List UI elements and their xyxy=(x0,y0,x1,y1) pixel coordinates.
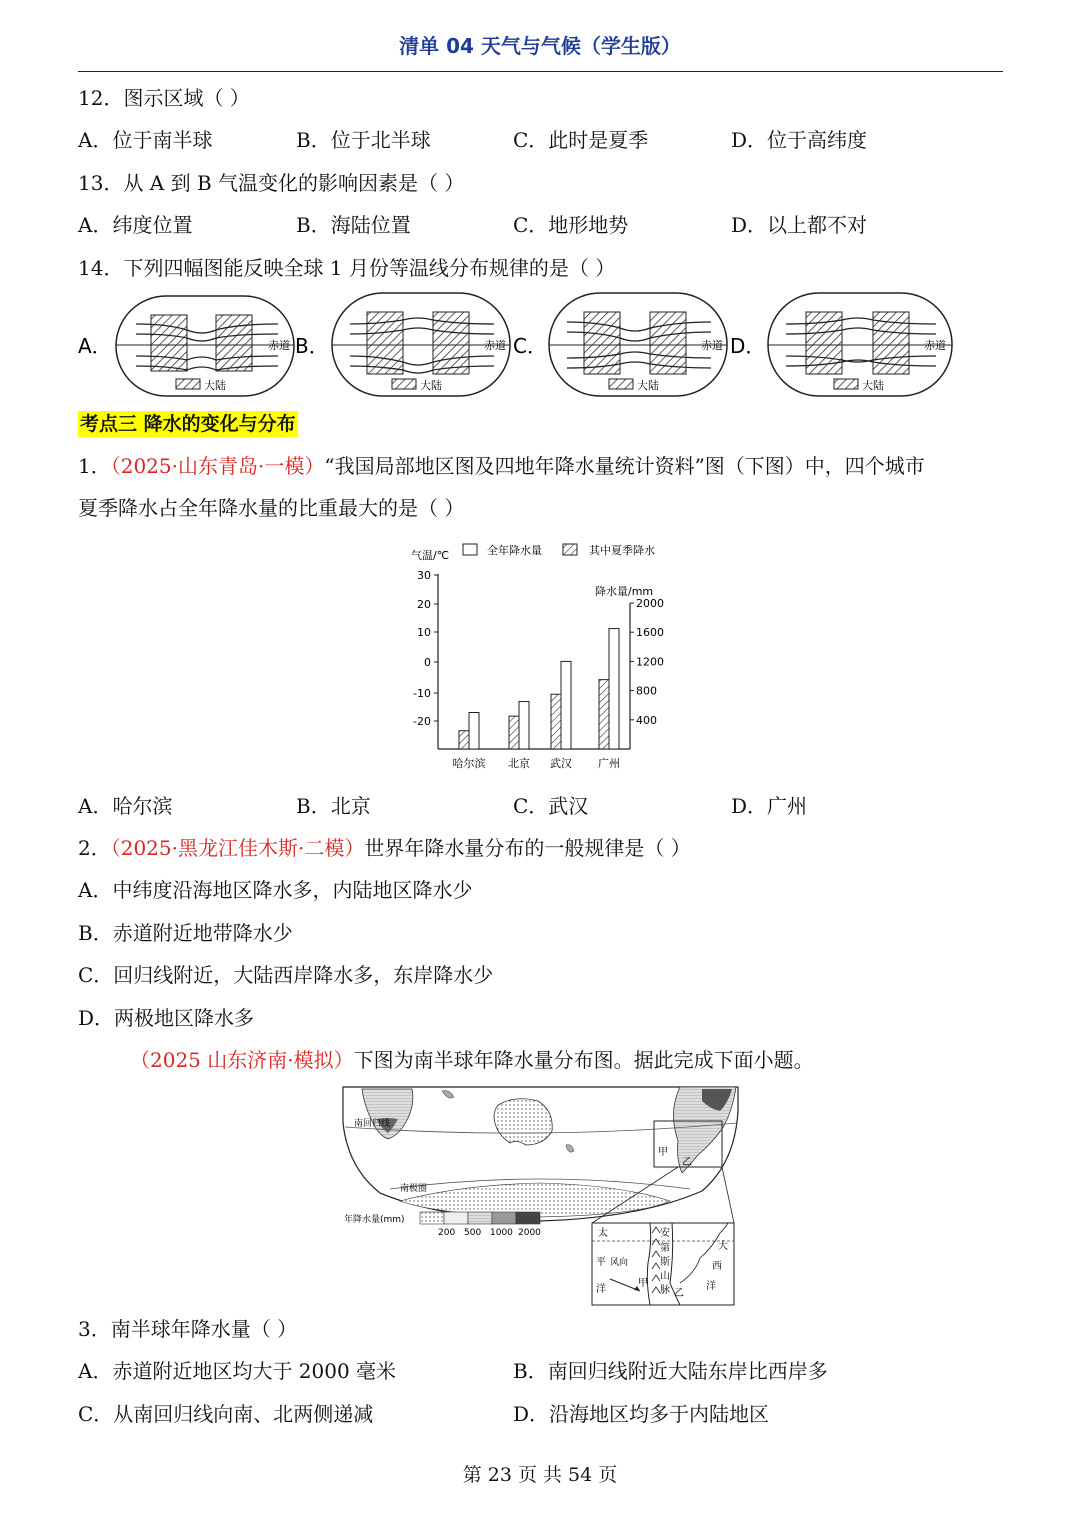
inset-si: 斯 xyxy=(660,1257,670,1268)
precip-map-svg xyxy=(340,1083,740,1308)
p1-source: （2025·山东青岛·一模） xyxy=(110,454,325,478)
page-header-title: 清单 04 天气与气候（学生版） xyxy=(399,34,681,58)
q14-diagrams-svg xyxy=(78,290,978,402)
intro-line xyxy=(130,1046,814,1074)
bar-total-3 xyxy=(609,629,619,749)
p2-option-b[interactable]: B．赤道附近地带降水少 xyxy=(78,921,293,945)
q14-diagram-d-letter: D． xyxy=(730,334,766,358)
chart-right-axis-label: 降水量/mm xyxy=(595,585,654,598)
inset-mai: 脉 xyxy=(660,1285,670,1296)
map-legend-tick: 2000 xyxy=(518,1228,541,1238)
bar-total-0 xyxy=(469,713,479,750)
q13-stem: 13．从 A 到 B 气温变化的影响因素是（ ） xyxy=(78,171,465,195)
right-tick-label: 1600 xyxy=(636,626,664,640)
map-marker-jia: 甲 xyxy=(658,1147,668,1158)
q3-option-d[interactable]: D．沿海地区均多于内陆地区 xyxy=(513,1402,770,1426)
q14-diagram-c-legend: 大陆 xyxy=(637,379,659,392)
q14-diagram-b-legend: 大陆 xyxy=(420,379,442,392)
chart-left-axis-label: 气温/℃ xyxy=(411,549,450,562)
p2-option-a[interactable]: A．中纬度沿海地区降水多，内陆地区降水少 xyxy=(78,878,473,902)
p2-number: 2． xyxy=(78,836,111,860)
section-heading xyxy=(78,410,298,439)
right-tick-label: 2000 xyxy=(636,597,664,610)
section-title: 考点三 降水的变化与分布 xyxy=(80,413,296,435)
inset-fengxiang: 风向 xyxy=(610,1258,629,1268)
q14-diagram-b[interactable] xyxy=(295,293,510,396)
right-tick-label: 400 xyxy=(636,713,657,727)
map-legend-tick: 200 xyxy=(438,1228,456,1238)
p1-stem-line2: 夏季降水占全年降水量的比重最大的是（ ） xyxy=(78,496,465,520)
map-legend-tick: 1000 xyxy=(490,1228,513,1238)
q14-stem: 14．下列四幅图能反映全球 1 月份等温线分布规律的是（ ） xyxy=(78,256,616,280)
inset-yi: 乙 xyxy=(674,1288,684,1299)
q14-diagram-a-equator: 赤道 xyxy=(268,339,290,352)
q14-diagram-d-equator: 赤道 xyxy=(924,339,946,352)
map-tropic-label: 南回归线 xyxy=(354,1119,391,1129)
p2-option-c[interactable]: C．回归线附近，大陆西岸降水多，东岸降水少 xyxy=(78,963,494,987)
q3-option-c[interactable]: C．从南回归线向南、北两侧递减 xyxy=(78,1402,374,1426)
map-polar-label: 南极圈 xyxy=(400,1184,428,1194)
precip-map xyxy=(340,1083,740,1308)
bar-total-2 xyxy=(561,661,571,749)
left-tick-label: 0 xyxy=(424,656,431,669)
p1-number: 1． xyxy=(78,454,111,478)
q14-diagram-c-letter: C． xyxy=(513,334,547,358)
q12-option-b[interactable]: B．位于北半球 xyxy=(296,128,431,152)
q12-option-d[interactable]: D．位于高纬度 xyxy=(731,128,868,152)
q14-diagram-a-legend: 大陆 xyxy=(204,379,226,392)
legend-label-summer: 其中夏季降水 xyxy=(589,544,655,557)
q14-diagram-c[interactable] xyxy=(513,293,727,396)
q14-diagram-b-equator: 赤道 xyxy=(484,339,506,352)
q13-option-b[interactable]: B．海陆位置 xyxy=(296,213,411,237)
left-tick-label: 20 xyxy=(417,598,431,611)
inset-da: 大 xyxy=(718,1241,728,1252)
q12-option-c[interactable]: C．此时是夏季 xyxy=(513,128,649,152)
q12-stem: 12．图示区域（ ） xyxy=(78,86,250,110)
inset-jia: 甲 xyxy=(638,1278,648,1289)
p1-option-b[interactable]: B．北京 xyxy=(296,794,371,818)
bar-total-1 xyxy=(519,702,529,749)
q14-diagram-d[interactable] xyxy=(730,293,952,396)
q13-option-a[interactable]: A．纬度位置 xyxy=(78,213,193,237)
bars xyxy=(459,629,619,749)
p1-line1 xyxy=(78,452,925,480)
right-tick-label: 800 xyxy=(636,684,657,698)
category-label-0: 哈尔滨 xyxy=(452,757,486,770)
map-legend-title: 年降水量(mm) xyxy=(344,1215,405,1225)
p2-option-d[interactable]: D．两极地区降水多 xyxy=(78,1006,255,1030)
p2-stem-line xyxy=(78,834,691,862)
precip-chart xyxy=(405,536,680,776)
left-tick-label: -10 xyxy=(413,687,431,700)
p2-stem: 世界年降水量分布的一般规律是（ ） xyxy=(364,836,691,860)
inset-yang2: 洋 xyxy=(706,1281,716,1292)
q3-option-b[interactable]: B．南回归线附近大陆东岸比西岸多 xyxy=(513,1359,828,1383)
p1-stem-line1: “我国局部地区图及四地年降水量统计资料”图（下图）中，四个城市 xyxy=(324,454,925,478)
q13-option-c[interactable]: C．地形地势 xyxy=(513,213,629,237)
p1-option-a[interactable]: A．哈尔滨 xyxy=(78,794,173,818)
intro-text: 下图为南半球年降水量分布图。据此完成下面小题。 xyxy=(353,1048,814,1072)
legend-swatch-summer xyxy=(563,544,577,555)
map-legend-tick: 500 xyxy=(464,1228,482,1238)
bar-summer-0 xyxy=(459,731,469,749)
q13-option-d[interactable]: D．以上都不对 xyxy=(731,213,868,237)
left-tick-label: 10 xyxy=(417,626,431,639)
category-label-1: 北京 xyxy=(508,757,530,770)
bar-summer-2 xyxy=(551,694,561,749)
inset-an: 安 xyxy=(660,1228,670,1239)
map-marker-yi: 乙 xyxy=(682,1157,692,1168)
left-ticks xyxy=(413,569,438,728)
category-labels xyxy=(453,756,621,770)
category-label-3: 广州 xyxy=(598,757,620,770)
intro-source: （2025 山东济南·模拟） xyxy=(130,1048,354,1072)
inset-xi: 西 xyxy=(712,1261,722,1272)
bar-summer-1 xyxy=(509,716,519,749)
legend-swatch-total xyxy=(463,544,477,555)
p1-option-d[interactable]: D．广州 xyxy=(731,794,808,818)
p2-source: （2025·黑龙江佳木斯·二模） xyxy=(110,836,365,860)
right-tick-label: 1200 xyxy=(636,655,664,669)
q14-diagrams xyxy=(78,290,978,402)
inset-yang: 洋 xyxy=(596,1284,606,1295)
q14-diagram-b-letter: B． xyxy=(295,334,329,358)
header-rule xyxy=(78,71,1003,72)
left-tick-label: -20 xyxy=(413,715,431,728)
q14-diagram-c-equator: 赤道 xyxy=(701,339,723,352)
q3-option-a[interactable]: A．赤道附近地区均大于 2000 毫米 xyxy=(78,1359,397,1383)
right-ticks xyxy=(630,597,664,727)
q12-option-a[interactable]: A．位于南半球 xyxy=(78,128,213,152)
inset-di: 第 xyxy=(660,1243,670,1254)
inset-shan: 山 xyxy=(660,1271,670,1282)
inset-tai: 太 xyxy=(598,1228,608,1239)
inset-ping: 平 xyxy=(596,1257,606,1268)
page-footer: 第 23 页 共 54 页 xyxy=(462,1464,618,1486)
precip-chart-svg xyxy=(405,536,680,776)
q14-diagram-a[interactable] xyxy=(78,296,294,396)
left-tick-label: 30 xyxy=(417,569,431,582)
category-label-2: 武汉 xyxy=(550,757,572,770)
q14-diagram-d-legend: 大陆 xyxy=(862,379,884,392)
bar-summer-3 xyxy=(599,680,609,749)
p1-option-c[interactable]: C．武汉 xyxy=(513,794,589,818)
q3-stem: 3．南半球年降水量（ ） xyxy=(78,1317,298,1341)
legend-label-total: 全年降水量 xyxy=(487,544,542,557)
q14-diagram-a-letter: A． xyxy=(78,334,112,358)
